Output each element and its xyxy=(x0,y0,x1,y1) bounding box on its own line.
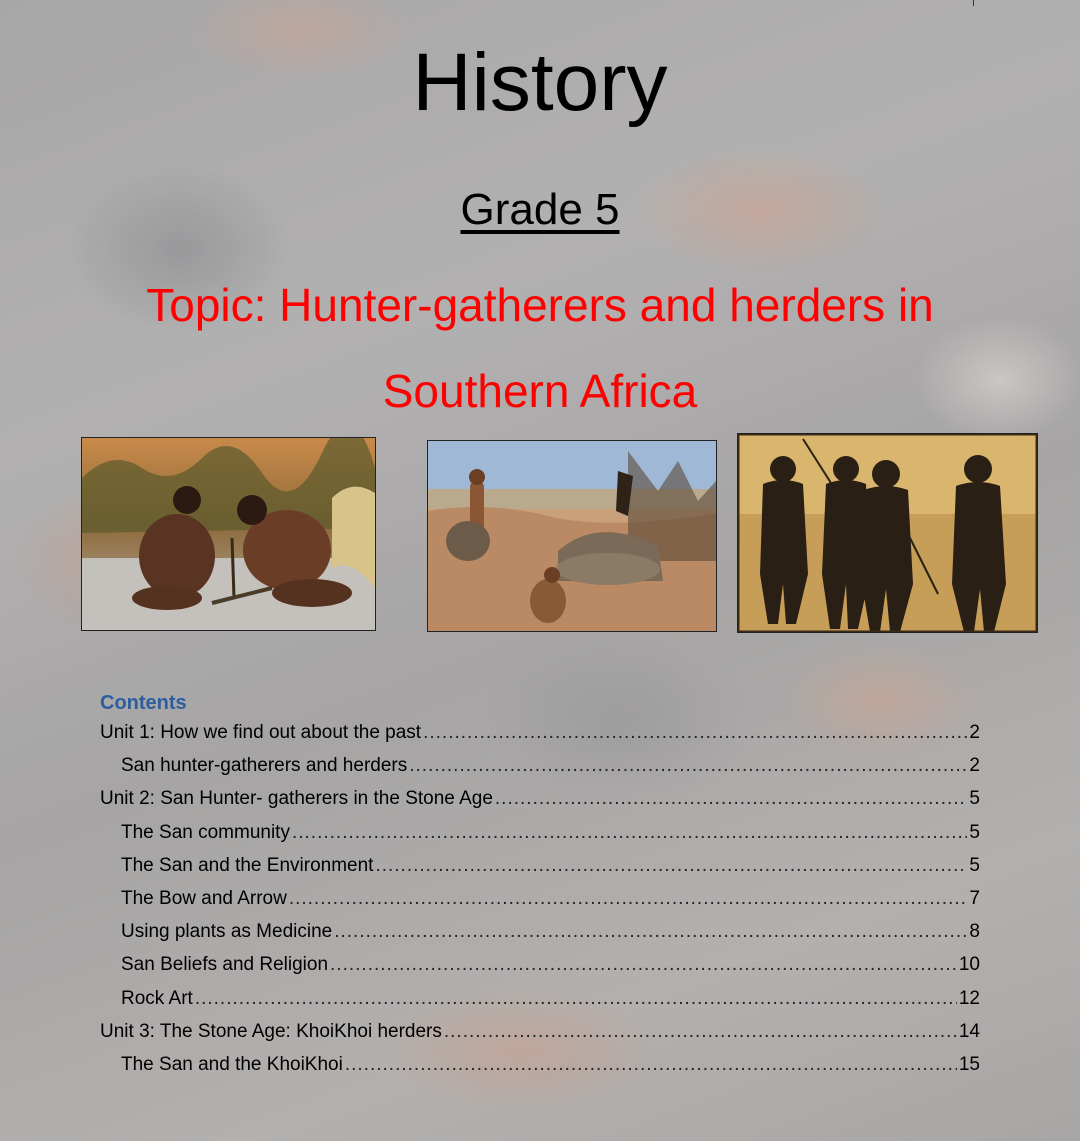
toc-leader xyxy=(444,1021,957,1043)
toc-entry-page: 14 xyxy=(958,1020,980,1042)
toc-entry-page: 7 xyxy=(969,887,980,909)
toc-entry[interactable] xyxy=(100,988,980,1021)
toc-entry[interactable] xyxy=(100,822,980,855)
grade-heading xyxy=(0,185,1080,234)
topic-line-2: Southern Africa xyxy=(382,365,698,417)
toc-entry-text: Unit 1: How we find out about the past xyxy=(100,722,422,743)
toc-entry-text: The San and the KhoiKhoi xyxy=(121,1053,343,1075)
toc-entry-page: 5 xyxy=(969,854,980,876)
grade-label: Grade 5 xyxy=(460,185,620,234)
toc-entry[interactable] xyxy=(100,921,980,954)
toc-entry[interactable] xyxy=(100,1021,980,1054)
toc-entry-text: Unit 3: The Stone Age: KhoiKhoi herders xyxy=(100,1020,442,1042)
toc-entry[interactable] xyxy=(100,722,980,755)
toc-entry[interactable] xyxy=(100,755,980,788)
toc-entry-page: 2 xyxy=(969,755,980,777)
topic-heading xyxy=(60,262,1020,434)
toc-entry[interactable] xyxy=(100,954,980,987)
toc-leader xyxy=(334,921,967,943)
toc-entry-text: The Bow and Arrow xyxy=(121,887,287,909)
toc-entry[interactable] xyxy=(100,855,980,888)
toc-entry-page: 8 xyxy=(969,921,980,943)
toc-leader xyxy=(409,755,967,777)
toc-entry-page: 5 xyxy=(969,821,980,843)
topic-line-1: Topic: Hunter-gatherers and herders in xyxy=(146,279,934,331)
toc-entry[interactable] xyxy=(100,888,980,921)
toc-leader xyxy=(345,1054,957,1076)
toc-leader xyxy=(330,954,957,976)
toc-entry-text: San hunter-gatherers and herders xyxy=(121,755,408,777)
toc-entry-text: Unit 2: San Hunter- gatherers in the Stone Age xyxy=(100,788,493,810)
toc-entry-text: San Beliefs and Religion xyxy=(121,954,329,976)
toc-leader xyxy=(195,988,957,1010)
toc-entry-page: 12 xyxy=(958,987,980,1009)
toc-entry-page: 2 xyxy=(969,722,980,743)
toc-leader xyxy=(495,788,968,810)
table-of-contents xyxy=(100,722,980,1087)
document-title: History xyxy=(412,37,668,128)
toc-leader xyxy=(423,722,967,744)
toc-leader xyxy=(375,855,967,877)
toc-entry-page: 5 xyxy=(969,788,980,810)
san-men-making-fire-photo xyxy=(81,437,376,631)
toc-entry[interactable] xyxy=(100,788,980,821)
contents-heading: Contents xyxy=(100,692,187,714)
toc-entry-text: Using plants as Medicine xyxy=(121,921,333,943)
toc-entry-page: 15 xyxy=(958,1053,980,1075)
page-corner-mark xyxy=(973,0,974,6)
toc-entry-page: 10 xyxy=(958,954,980,976)
toc-entry[interactable] xyxy=(100,1054,980,1087)
khoikhoi-men-engraving-photo xyxy=(737,433,1038,633)
toc-entry-text: Rock Art xyxy=(121,987,193,1009)
toc-entry-text: The San and the Environment xyxy=(121,854,374,876)
toc-leader xyxy=(289,888,968,910)
toc-entry-text: The San community xyxy=(121,821,290,843)
san-camp-museum-diorama-photo xyxy=(427,440,717,632)
toc-leader xyxy=(292,822,967,844)
